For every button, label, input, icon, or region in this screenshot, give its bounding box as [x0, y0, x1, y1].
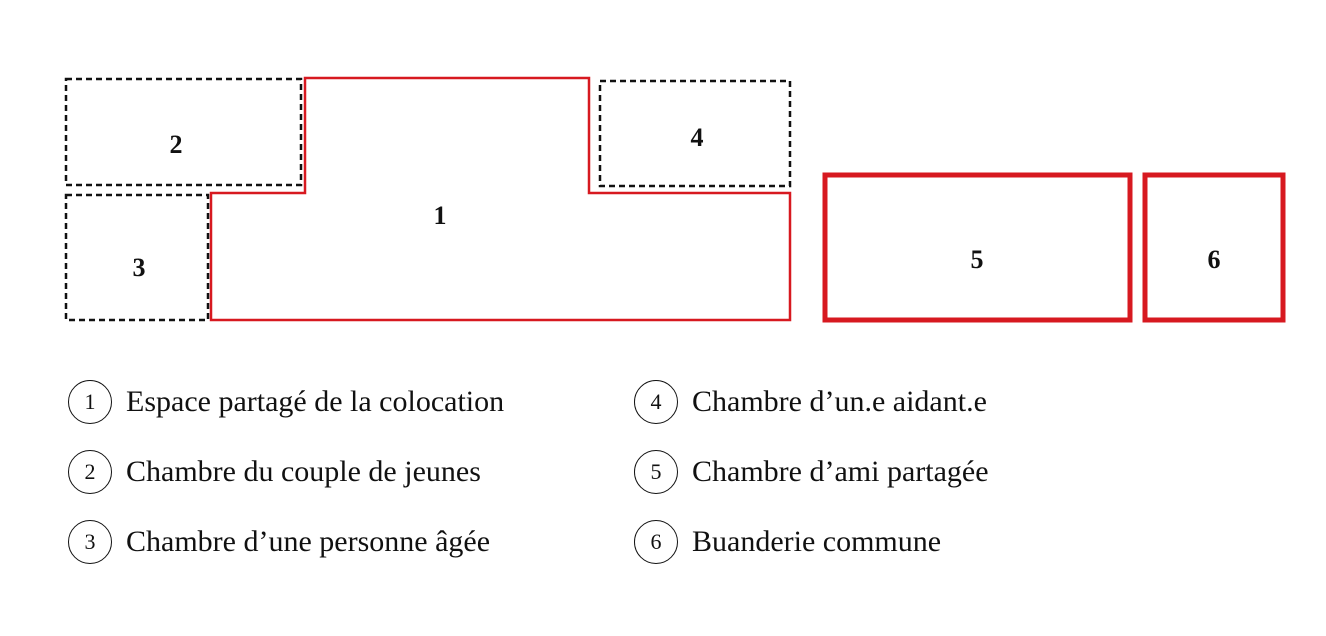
legend-number-2: 2 [68, 450, 112, 494]
legend-text-1: Espace partagé de la colocation [126, 385, 505, 418]
legend-number-3: 3 [68, 520, 112, 564]
legend-number-6: 6 [634, 520, 678, 564]
legend-item-5 [634, 447, 989, 497]
legend-number-1: 1 [68, 380, 112, 424]
legend-number-5: 5 [634, 450, 678, 494]
room-2-label: 2 [169, 130, 183, 159]
room-6-label: 6 [1207, 245, 1221, 274]
legend-item-1 [68, 377, 504, 427]
room-5-label: 5 [970, 245, 984, 274]
room-1-label: 1 [433, 201, 447, 230]
legend-item-3 [68, 517, 490, 567]
legend-text-6: Buanderie commune [692, 525, 942, 558]
legend-text-2: Chambre du couple de jeunes [126, 455, 481, 488]
legend-item-2 [68, 447, 481, 497]
legend-item-4 [634, 377, 987, 427]
room-4-label: 4 [690, 123, 704, 152]
legend-text-4: Chambre d’un.e aidant.e [692, 385, 987, 418]
legend-item-6 [634, 517, 941, 567]
room-3-label: 3 [132, 253, 146, 282]
legend-number-4: 4 [634, 380, 678, 424]
legend-text-3: Chambre d’une personne âgée [126, 525, 491, 558]
legend-text-5: Chambre d’ami partagée [692, 455, 989, 488]
